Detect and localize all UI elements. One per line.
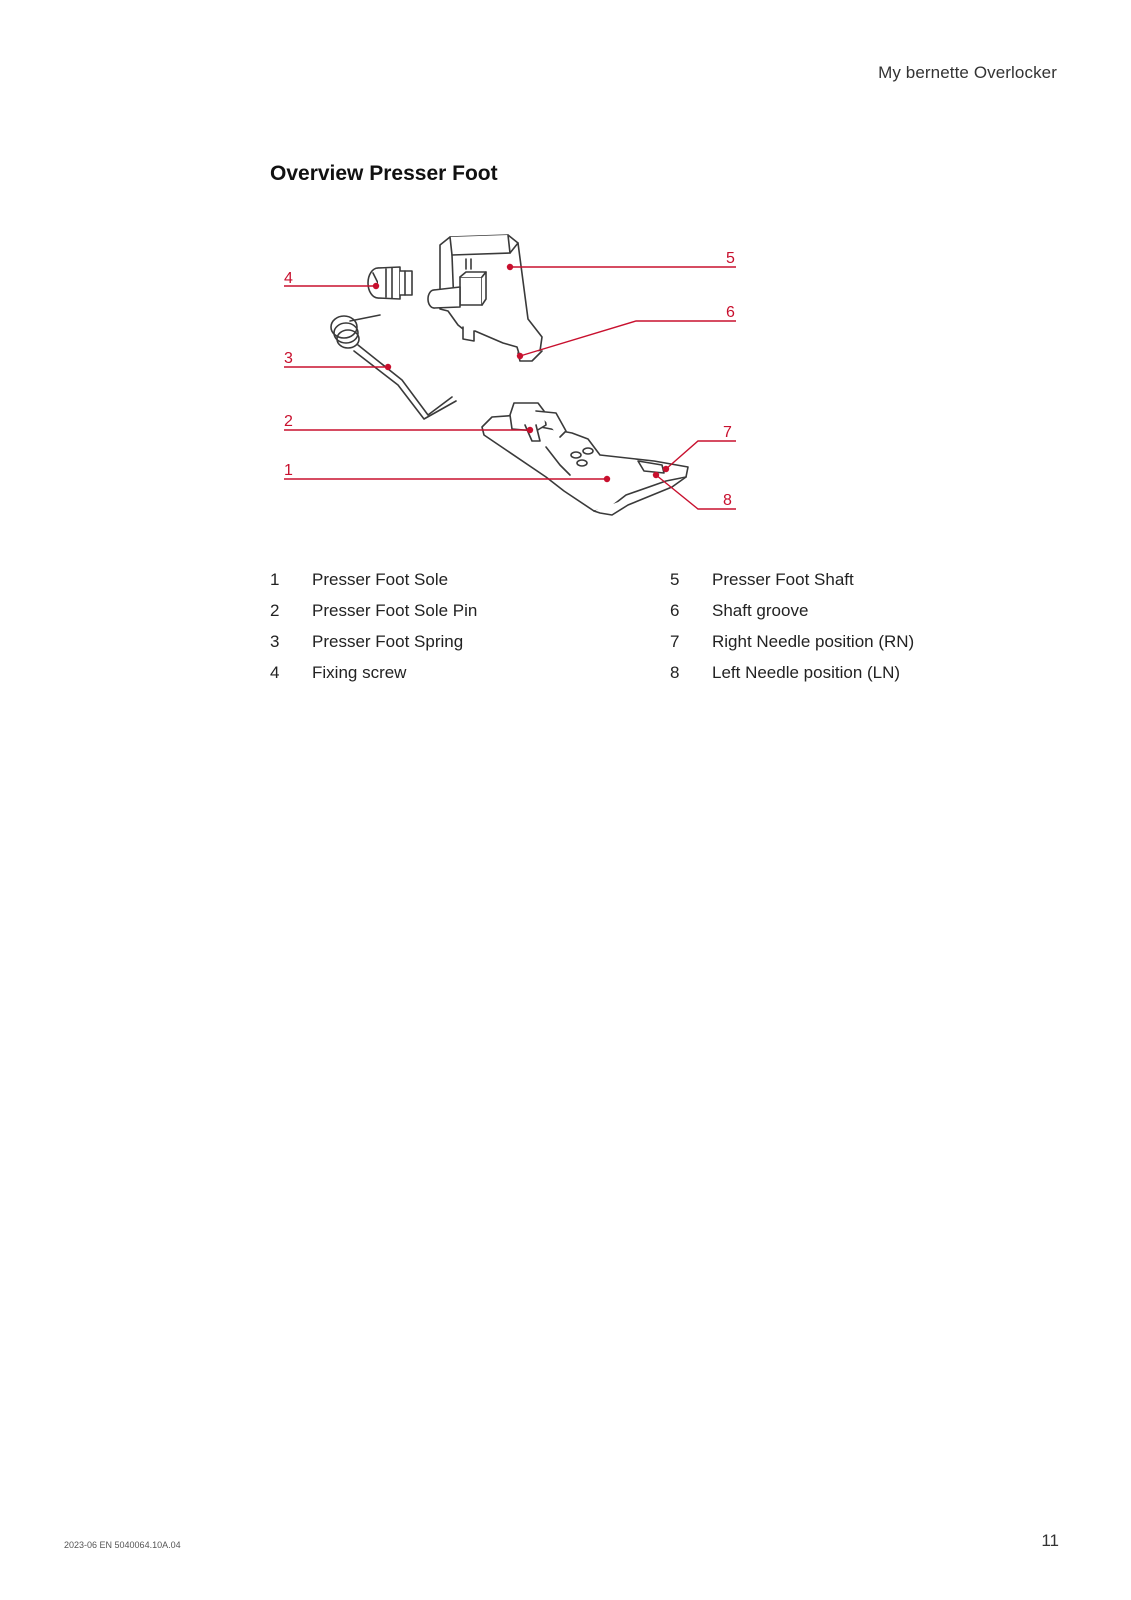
legend-item xyxy=(270,570,477,601)
legend-label: Presser Foot Sole xyxy=(312,570,449,589)
legend-number: 3 xyxy=(270,632,280,651)
legend-label: Right Needle position (RN) xyxy=(712,632,915,651)
presser-foot-shaft-drawing xyxy=(428,235,542,361)
callout-number-2: 2 xyxy=(284,413,293,430)
legend-item xyxy=(670,663,914,694)
callout-number-8: 8 xyxy=(723,492,732,509)
legend-number: 2 xyxy=(270,601,280,620)
legend-right-column xyxy=(670,570,914,694)
legend-label: Shaft groove xyxy=(712,601,809,620)
legend-item xyxy=(270,601,477,632)
legend-label: Presser Foot Shaft xyxy=(712,570,854,589)
legend-label: Presser Foot Sole Pin xyxy=(312,601,478,620)
callout-number-1: 1 xyxy=(284,462,293,479)
page-number: 11 xyxy=(1041,1531,1059,1550)
legend-item xyxy=(670,570,914,601)
legend-label: Left Needle position (LN) xyxy=(712,663,901,682)
callout-number-5: 5 xyxy=(726,250,735,267)
document-code: 2023-06 EN 5040064.10A.04 xyxy=(64,1540,181,1550)
legend-label: Presser Foot Spring xyxy=(312,632,464,651)
parts-drawing xyxy=(331,235,688,515)
fixing-screw-drawing xyxy=(368,267,412,299)
legend-left-column xyxy=(270,570,477,694)
callout-number-6: 6 xyxy=(726,304,735,321)
legend-item xyxy=(270,663,477,694)
legend-item xyxy=(670,632,914,663)
callout-number-4: 4 xyxy=(284,270,293,287)
legend-item xyxy=(670,601,914,632)
legend-number: 4 xyxy=(270,663,280,682)
section-title: Overview Presser Foot xyxy=(270,162,498,185)
legend-number: 1 xyxy=(270,570,280,589)
legend-label: Fixing screw xyxy=(312,663,407,682)
callout-number-3: 3 xyxy=(284,350,293,367)
legend-number: 5 xyxy=(670,570,680,589)
running-header: My bernette Overlocker xyxy=(878,63,1057,82)
legend-number: 6 xyxy=(670,601,680,620)
presser-foot-sole-drawing xyxy=(482,403,688,515)
callout-number-7: 7 xyxy=(723,424,732,441)
presser-foot-diagram xyxy=(270,215,780,535)
legend-number: 8 xyxy=(670,663,680,682)
legend-item xyxy=(270,632,477,663)
legend-number: 7 xyxy=(670,632,680,651)
